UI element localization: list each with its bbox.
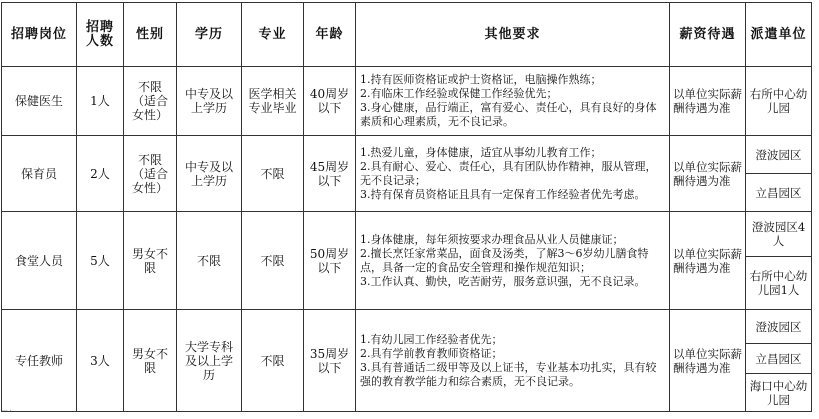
cell-education: 中专及以上学历 bbox=[177, 136, 242, 212]
cell-major: 不限 bbox=[242, 310, 304, 412]
header-age: 年龄 bbox=[304, 3, 356, 67]
cell-salary: 以单位实际薪酬待遇为准 bbox=[670, 67, 746, 136]
cell-gender: 不限（适合女性） bbox=[124, 136, 177, 212]
cell-major: 不限 bbox=[242, 136, 304, 212]
cell-salary: 以单位实际薪酬待遇为准 bbox=[670, 136, 746, 212]
cell-other: 1.有幼儿园工作经验者优先； 2.具有学前教育教师资格证； 3.具有普通话二级甲等及以上证书，专业基本功扎实，具有较强的教育教学能力和综合素质，无不良记录。 bbox=[356, 310, 670, 412]
cell-assign: 右所中心幼儿园1人 bbox=[746, 257, 812, 310]
cell-assign: 澄波园区4人 bbox=[746, 212, 812, 257]
cell-salary: 以单位实际薪酬待遇为准 bbox=[670, 212, 746, 310]
cell-gender: 不限（适合女性） bbox=[124, 67, 177, 136]
cell-assign: 澄波园区 bbox=[746, 310, 812, 344]
header-gender: 性别 bbox=[124, 3, 177, 67]
cell-other: 1.热爱儿童，身体健康，适宜从事幼儿教育工作； 2.具有耐心、爱心、责任心，具有团队协作精神，服从管理，无不良记录； 3.持有保育员资格证且具有一定保育工作经验者优先考虑。 bbox=[356, 136, 670, 212]
cell-position: 专任教师 bbox=[2, 310, 77, 412]
table-header-row bbox=[2, 3, 812, 67]
cell-count: 1人 bbox=[77, 67, 124, 136]
cell-education: 大学专科及以上学历 bbox=[177, 310, 242, 412]
cell-assign: 立昌园区 bbox=[746, 344, 812, 374]
cell-other: 1.持有医师资格证或护士资格证，电脑操作熟练； 2.有临床工作经验或保健工作经验优先； 3.身心健康，品行端正，富有爱心、责任心，具有良好的身体素质和心理素质，无不良记录。 bbox=[356, 67, 670, 136]
header-assign: 派遣单位 bbox=[746, 3, 812, 67]
table-row bbox=[2, 136, 812, 174]
header-count: 招聘人数 bbox=[77, 3, 124, 67]
cell-count: 2人 bbox=[77, 136, 124, 212]
table-row bbox=[2, 67, 812, 136]
cell-position: 保育员 bbox=[2, 136, 77, 212]
cell-count: 3人 bbox=[77, 310, 124, 412]
header-major: 专业 bbox=[242, 3, 304, 67]
header-other: 其他要求 bbox=[356, 3, 670, 67]
cell-position: 食堂人员 bbox=[2, 212, 77, 310]
recruitment-table bbox=[1, 2, 812, 412]
cell-salary: 以单位实际薪酬待遇为准 bbox=[670, 310, 746, 412]
cell-other: 1.身体健康，每年须按要求办理食品从业人员健康证； 2.擅长烹饪家常菜品，面食及汤类，了解3～6岁幼儿膳食特点，具备一定的食品安全管理和操作规范知识； 3.工作认真、勤快，吃苦耐劳，服务意识强，无不良记录。 bbox=[356, 212, 670, 310]
cell-gender: 男女不限 bbox=[124, 212, 177, 310]
cell-assign: 海口中心幼儿园 bbox=[746, 374, 812, 412]
cell-gender: 男女不限 bbox=[124, 310, 177, 412]
cell-major: 医学相关专业毕业 bbox=[242, 67, 304, 136]
cell-assign: 右所中心幼儿园 bbox=[746, 67, 812, 136]
cell-assign: 澄波园区 bbox=[746, 136, 812, 174]
cell-position: 保健医生 bbox=[2, 67, 77, 136]
cell-age: 45周岁以下 bbox=[304, 136, 356, 212]
footer-mark: ··· · bbox=[2, 409, 12, 415]
table-row bbox=[2, 310, 812, 344]
cell-education: 中专及以上学历 bbox=[177, 67, 242, 136]
cell-count: 5人 bbox=[77, 212, 124, 310]
header-education: 学历 bbox=[177, 3, 242, 67]
header-salary: 薪资待遇 bbox=[670, 3, 746, 67]
table-row bbox=[2, 212, 812, 257]
cell-age: 50周岁以下 bbox=[304, 212, 356, 310]
cell-major: 不限 bbox=[242, 212, 304, 310]
header-position: 招聘岗位 bbox=[2, 3, 77, 67]
cell-assign: 立昌园区 bbox=[746, 174, 812, 212]
cell-age: 35周岁以下 bbox=[304, 310, 356, 412]
cell-age: 40周岁以下 bbox=[304, 67, 356, 136]
cell-education: 不限 bbox=[177, 212, 242, 310]
